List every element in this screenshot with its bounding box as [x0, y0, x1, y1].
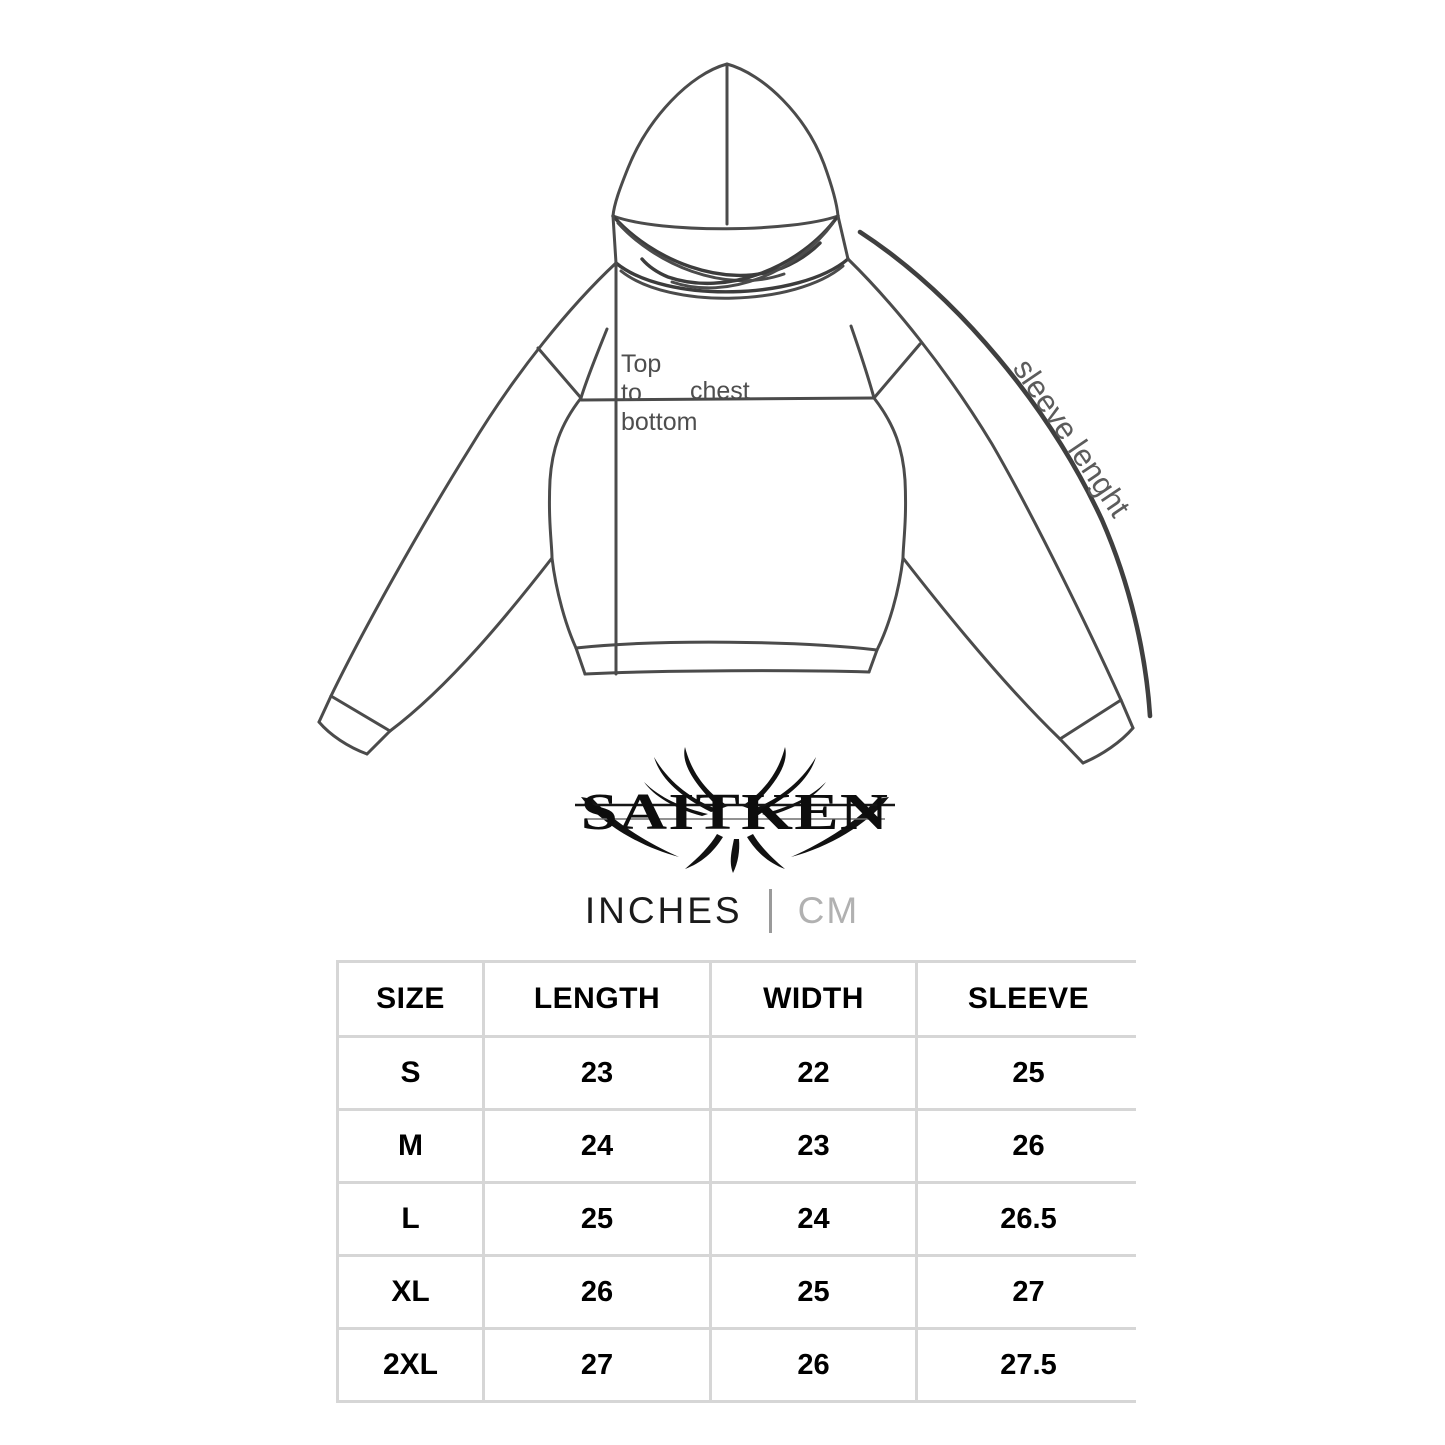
unit-inches[interactable]: INCHES: [584, 890, 743, 931]
cell-m-length: 24: [485, 1111, 709, 1181]
brand-logo-text: SAITKEN: [580, 782, 890, 841]
unit-toggle: [462, 884, 982, 938]
cell-m-width: 23: [712, 1111, 915, 1181]
cell-xl-width: 25: [712, 1257, 915, 1327]
cell-s-sleeve: 25: [918, 1038, 1139, 1108]
cell-l-length: 25: [485, 1184, 709, 1254]
cell-l-sleeve: 26.5: [918, 1184, 1139, 1254]
brand-logo: [575, 745, 895, 873]
row-label-2xl: 2XL: [339, 1330, 482, 1400]
unit-divider: [769, 889, 772, 933]
column-header-sleeve: SLEEVE: [918, 963, 1139, 1035]
column-header-width: WIDTH: [712, 963, 915, 1035]
chest-label: chest: [690, 377, 750, 405]
cell-2xl-width: 26: [712, 1330, 915, 1400]
top-to-bottom-label-line1: Top: [621, 350, 662, 378]
top-to-bottom-label-line2: to: [621, 379, 642, 407]
hood-outline: [613, 64, 838, 229]
cell-s-length: 23: [485, 1038, 709, 1108]
cell-xl-length: 26: [485, 1257, 709, 1327]
column-header-size: SIZE: [339, 963, 482, 1035]
cell-m-sleeve: 26: [918, 1111, 1139, 1181]
top-to-bottom-label-line3: bottom: [621, 408, 698, 436]
hood-drape: [613, 216, 838, 288]
row-label-l: L: [339, 1184, 482, 1254]
column-header-length: LENGTH: [485, 963, 709, 1035]
row-label-m: M: [339, 1111, 482, 1181]
cell-xl-sleeve: 27: [918, 1257, 1139, 1327]
cell-s-width: 22: [712, 1038, 915, 1108]
unit-cm[interactable]: CM: [797, 890, 860, 931]
sleeve-length-label: sleeve lenght: [1006, 352, 1138, 524]
cell-2xl-sleeve: 27.5: [918, 1330, 1139, 1400]
row-label-xl: XL: [339, 1257, 482, 1327]
row-label-s: S: [339, 1038, 482, 1108]
diagram-labels: [621, 350, 1138, 524]
body: [549, 398, 905, 674]
size-table: [336, 960, 1136, 1403]
sleeve-left: [319, 263, 616, 754]
cell-2xl-length: 27: [485, 1330, 709, 1400]
cell-l-width: 24: [712, 1184, 915, 1254]
sleeve-right: [848, 259, 1133, 763]
